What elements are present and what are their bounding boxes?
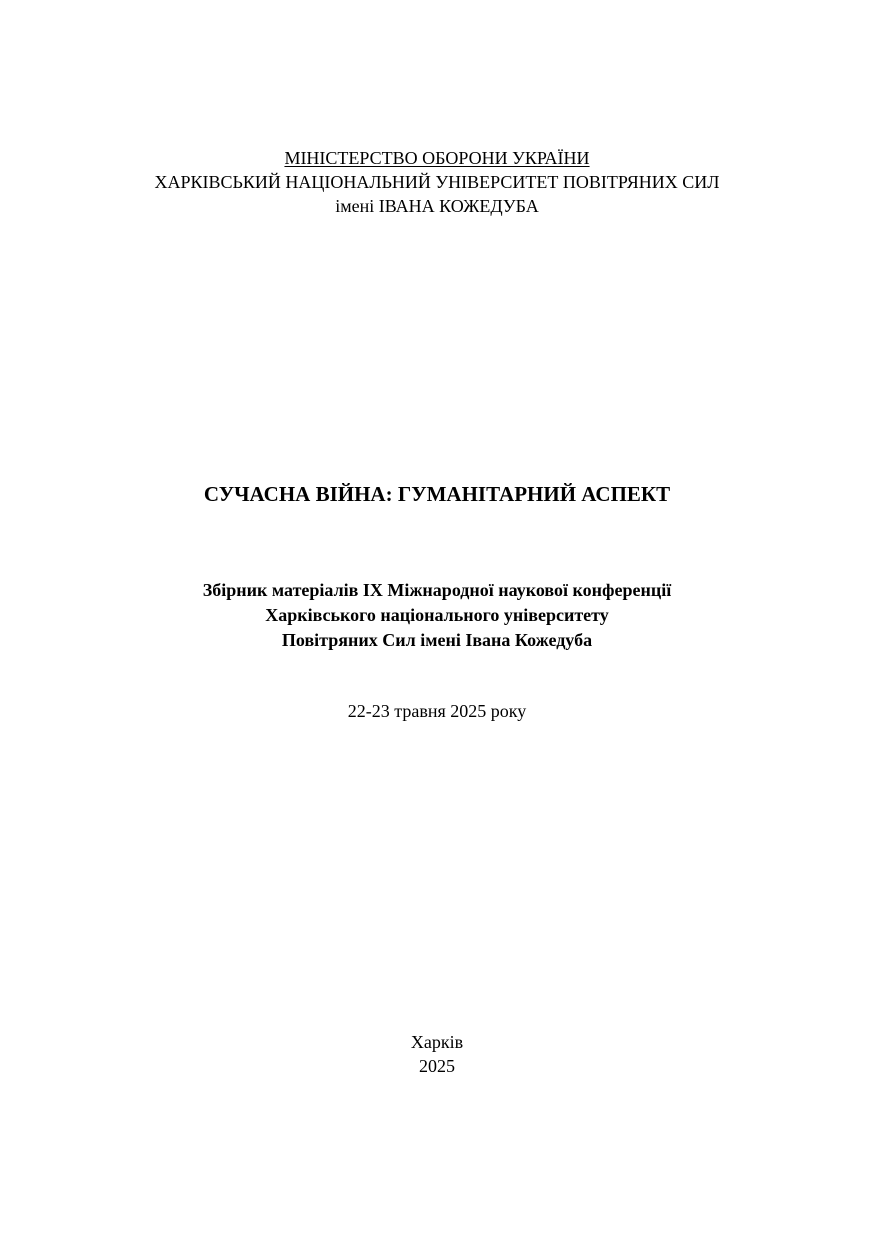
university-named-after: імені ІВАНА КОЖЕДУБА — [335, 196, 539, 216]
subtitle-line-3: Повітряних Сил імені Івана Кожедуба — [281, 630, 593, 650]
publication-city: Харків — [410, 1032, 464, 1052]
university-name: ХАРКІВСЬКИЙ НАЦІОНАЛЬНИЙ УНІВЕРСИТЕТ ПОВІТРЯНИХ СИЛ — [154, 172, 720, 192]
subtitle-line-2: Харківського національного університету — [265, 605, 609, 625]
page-title: СУЧАСНА ВІЙНА: ГУМАНІТАРНИЙ АСПЕКТ — [203, 482, 671, 506]
ministry-name: МІНІСТЕРСТВО ОБОРОНИ УКРАЇНИ — [284, 148, 590, 168]
subtitle-line-1: Збірник матеріалів ІХ Міжнародної наукової конференції — [202, 580, 672, 600]
conference-dates: 22-23 травня 2025 року — [347, 701, 527, 721]
publication-year: 2025 — [419, 1056, 455, 1076]
